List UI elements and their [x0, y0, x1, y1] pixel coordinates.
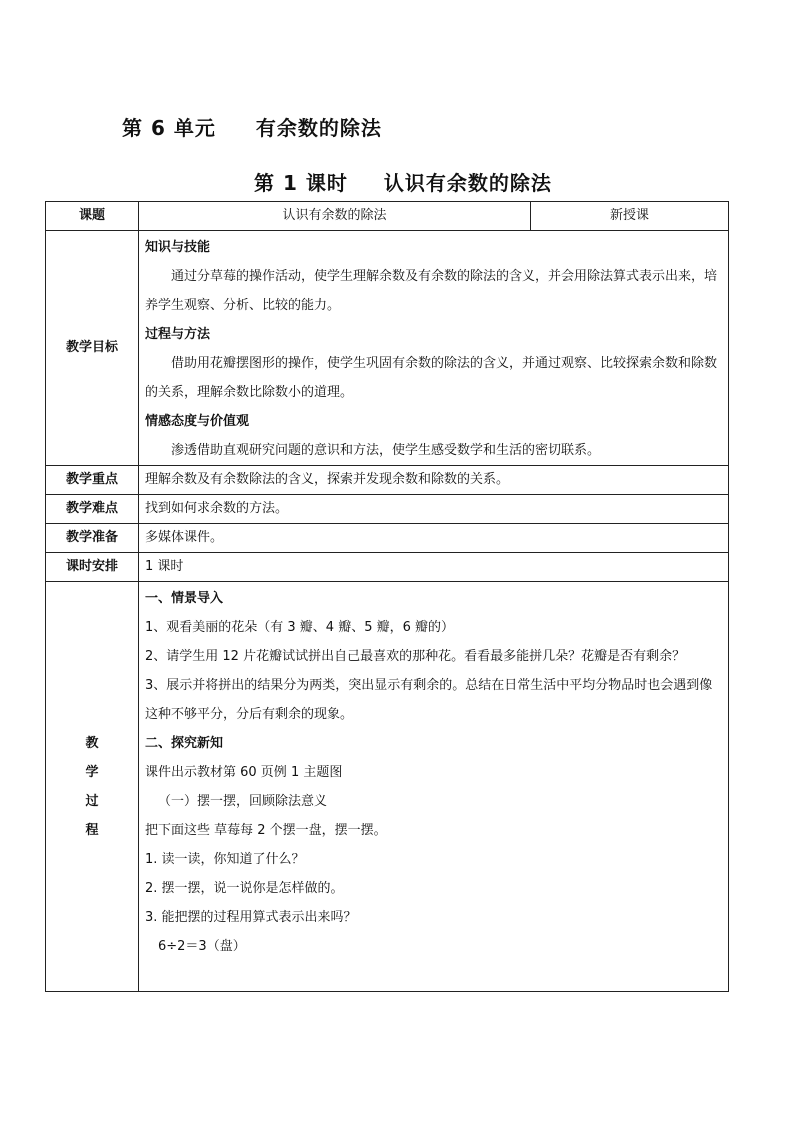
- topic-value: 认识有余数的除法: [139, 202, 531, 231]
- process-line: 1. 读一读，你知道了什么？: [145, 852, 305, 867]
- goal-heading-process: 过程与方法: [145, 327, 211, 342]
- lesson-plan-table: [45, 201, 729, 992]
- lesson-name: 认识有余数的除法: [383, 171, 552, 195]
- process-label: [46, 582, 139, 992]
- schedule-label: 课时安排: [46, 553, 139, 582]
- section-heading-explore: 二、探究新知: [145, 736, 224, 751]
- unit-name: 有余数的除法: [255, 116, 382, 140]
- section-heading-intro: 一、情景导入: [145, 591, 224, 606]
- goals-label: 教学目标: [46, 231, 139, 466]
- goal-text-attitude: 渗透借助直观研究问题的意识和方法，使学生感受数学和生活的密切联系。: [171, 443, 601, 458]
- process-line: 课件出示教材第 60 页例 1 主题图: [145, 765, 343, 780]
- preparation-value: 多媒体课件。: [139, 524, 729, 553]
- equation-line: 6÷2＝3（盘）: [158, 939, 246, 954]
- schedule-value: 1 课时: [139, 553, 729, 582]
- goal-heading-knowledge: 知识与技能: [145, 240, 211, 255]
- preparation-row: [46, 524, 729, 553]
- lesson-label: 第 1 课时: [254, 171, 348, 195]
- difficulty-value: 找到如何求余数的方法。: [139, 495, 729, 524]
- unit-title: [122, 112, 382, 141]
- difficulty-row: [46, 495, 729, 524]
- key-point-label: 教学重点: [46, 466, 139, 495]
- process-label-char: 过: [85, 793, 99, 809]
- process-label-char: 教: [85, 735, 99, 751]
- lesson-type: 新授课: [531, 202, 729, 231]
- process-line: 3、展示并将拼出的结果分为两类，突出显示有剩余的。总结在日常生活中平均分物品时也会遇到像这种不够平分，分后有剩余的现象。: [145, 678, 713, 722]
- goals-row: [46, 231, 729, 466]
- process-content: [139, 582, 729, 992]
- process-line: 3. 能把摆的过程用算式表示出来吗？: [145, 910, 357, 925]
- topic-label: 课题: [46, 202, 139, 231]
- process-line: 把下面这些 草莓每 2 个摆一盘，摆一摆。: [145, 823, 387, 838]
- goal-text-knowledge: 通过分草莓的操作活动，使学生理解余数及有余数的除法的含义，并会用除法算式表示出来，培养学生观察、分析、比较的能力。: [145, 269, 718, 313]
- key-point-value: 理解余数及有余数除法的含义，探索并发现余数和除数的关系。: [139, 466, 729, 495]
- goal-heading-attitude: 情感态度与价值观: [145, 414, 250, 429]
- goals-content: [139, 231, 729, 466]
- unit-label: 第 6 单元: [122, 116, 216, 140]
- process-line: （一）摆一摆，回顾除法意义: [158, 794, 328, 809]
- process-label-char: 学: [85, 764, 99, 780]
- lesson-title: [254, 167, 552, 196]
- process-line: 1、观看美丽的花朵（有 3 瓣、4 瓣、5 瓣，6 瓣的）: [145, 620, 455, 635]
- process-line: 2、请学生用 12 片花瓣试试拼出自己最喜欢的那种花。看看最多能拼几朵？花瓣是否有剩余？: [145, 649, 686, 664]
- process-row: [46, 582, 729, 992]
- process-label-char: 程: [85, 822, 99, 838]
- process-line: 2. 摆一摆，说一说你是怎样做的。: [145, 881, 344, 896]
- key-point-row: [46, 466, 729, 495]
- goal-text-process: 借助用花瓣摆图形的操作，使学生巩固有余数的除法的含义，并通过观察、比较探索余数和除数的关系，理解余数比除数小的道理。: [145, 356, 718, 400]
- topic-row: [46, 202, 729, 231]
- schedule-row: [46, 553, 729, 582]
- preparation-label: 教学准备: [46, 524, 139, 553]
- difficulty-label: 教学难点: [46, 495, 139, 524]
